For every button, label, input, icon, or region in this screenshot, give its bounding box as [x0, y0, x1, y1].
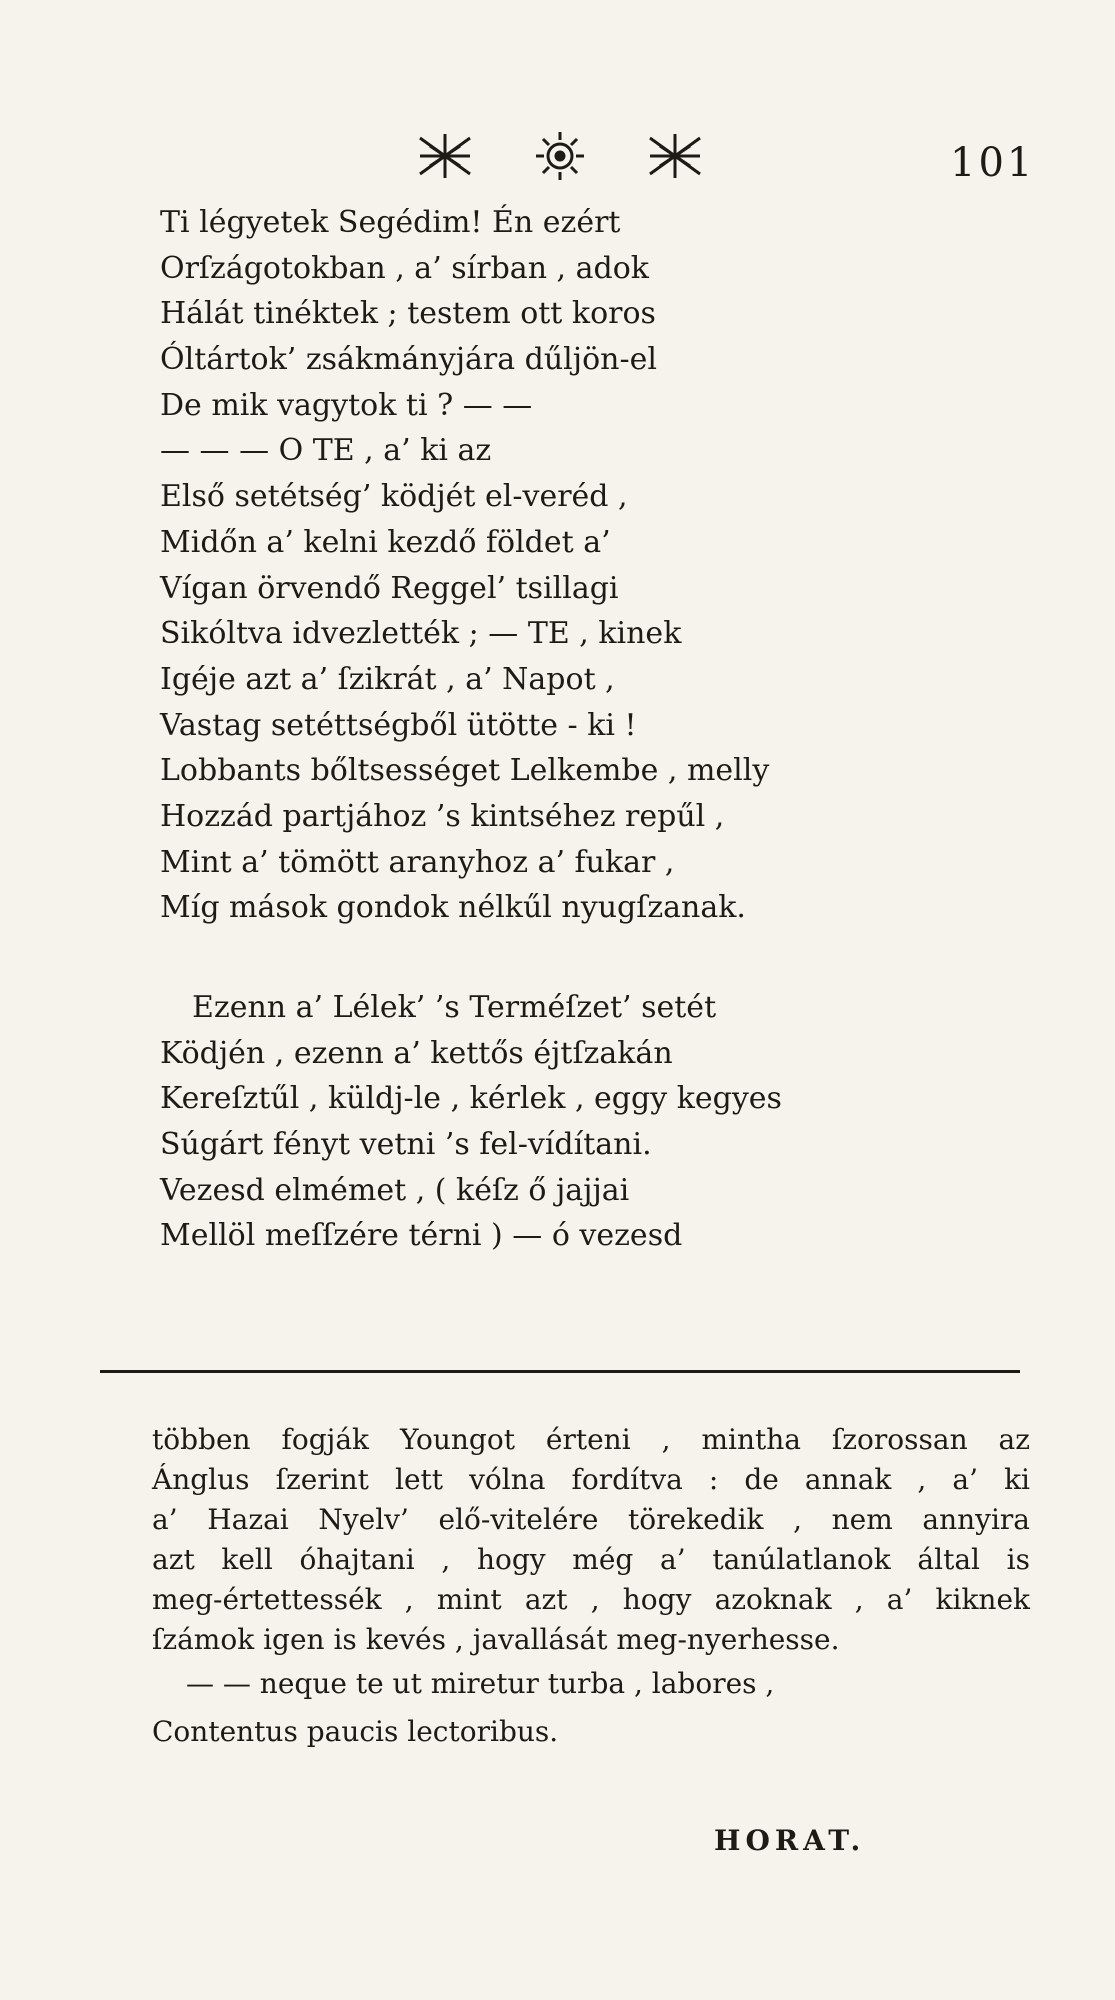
footnote-line: többen fogják Youngot érteni , mintha ſzorossan az: [152, 1423, 1030, 1456]
poem-text: [160, 200, 920, 1259]
poem-line: Ködjén , ezenn a’ kettős éjtſzakán: [160, 1035, 673, 1071]
ornament-header: [410, 126, 710, 186]
poem-line: Orſzágotokban , a’ sírban , adok: [160, 250, 649, 286]
poem-line: Sikóltva idvezlették ; — TE , kinek: [160, 616, 682, 652]
footnote-line: azt kell óhajtani , hogy még a’ tanúlatlanok által is: [152, 1543, 1030, 1576]
poem-line: Első setétség’ ködjét el-veréd ,: [160, 479, 628, 515]
poem-line: Óltártok’ zsákmányjára dűljön-el: [160, 342, 657, 378]
poem-line: Mellöl meſſzére térni ) — ó vezesd: [160, 1218, 683, 1254]
poem-line: Ti légyetek Segédim! Én ezért: [160, 205, 621, 240]
poem-line: Vezesd elmémet , ( kéſz ő jajjai: [160, 1172, 630, 1208]
poem-line: Lobbants bőltsességet Lelkembe , melly: [160, 753, 770, 789]
footnote-text: [152, 1420, 1030, 1756]
flower-ornament: [536, 132, 584, 180]
poem-line: Ezenn a’ Lélek’ ’s Terméſzet’ setét: [192, 990, 717, 1025]
poem-line: — — — O TE , a’ ki az: [160, 433, 492, 469]
poem-line: Mint a’ tömött aranyhoz a’ fukar ,: [160, 844, 675, 880]
footnote-line: a’ Hazai Nyelv’ elő-vitelére törekedik , nem annyira: [152, 1503, 1030, 1536]
stanza-gap: [160, 931, 920, 985]
page-number: 101: [950, 140, 1036, 186]
poem-line: Hálát tinéktek ; testem ott koros: [160, 296, 656, 332]
latin-quote-line: Contentus paucis lectoribus.: [152, 1715, 559, 1748]
footnote-line: meg-értettessék , mint azt , hogy azoknak , a’ kiknek: [152, 1583, 1030, 1616]
cross-lattice-ornament: [650, 134, 700, 178]
footnote-line: ſzámok igen is kevés , javallását meg-nyerhesse.: [152, 1623, 840, 1656]
poem-line: Míg mások gondok nélkűl nyugſzanak.: [160, 890, 746, 926]
poem-line: Hozzád partjához ’s kintséhez repűl ,: [160, 798, 725, 834]
poem-line: De mik vagytok ti ? — —: [160, 387, 533, 423]
poem-line: Súgárt fényt vetni ’s fel-vídítani.: [160, 1127, 652, 1163]
footnote-line: Ánglus ſzerint lett vólna fordítva : de annak , a’ ki: [152, 1463, 1030, 1496]
poem-line: Kereſztűl , küldj-le , kérlek , eggy kegyes: [160, 1081, 782, 1117]
poem-line: Midőn a’ kelni kezdő földet a’: [160, 524, 611, 560]
poem-line: Vastag setéttségből ütötte - ki !: [160, 707, 637, 743]
poem-line: Igéje azt a’ ſzikrát , a’ Napot ,: [160, 661, 615, 697]
quote-attribution: HORAT.: [714, 1824, 866, 1857]
footnote-divider: [100, 1370, 1020, 1373]
latin-quote-line: — — neque te ut miretur turba , labores ,: [186, 1667, 775, 1700]
cross-lattice-ornament: [420, 134, 470, 178]
poem-line: Vígan örvendő Reggel’ tsillagi: [160, 570, 619, 606]
